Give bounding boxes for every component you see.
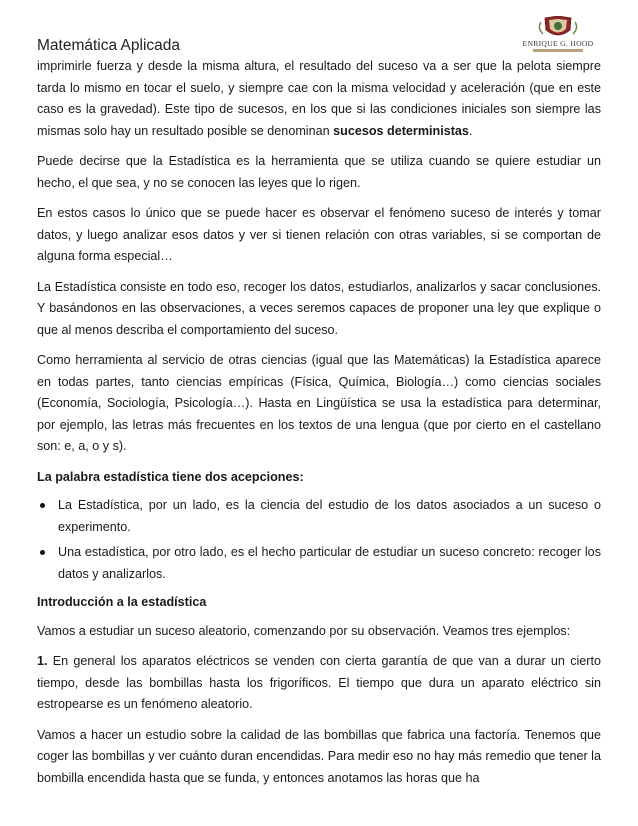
paragraph-three-examples: Vamos a estudiar un suceso aleatorio, comenzando por su observación. Veamos tres ejemplos: xyxy=(37,623,571,638)
acepciones-list xyxy=(37,495,601,585)
paragraph-deterministic xyxy=(37,56,601,142)
logo-text: ENRIQUE G. HOOD xyxy=(522,39,594,48)
logo-ribbon xyxy=(533,49,583,52)
list-item xyxy=(37,495,601,538)
paragraph-observe: En estos casos lo único que se puede hacer es observar el fenómeno suceso de interés y tomar datos, y luego analizar esos datos y ver si tienen relación con otras variables, si se comportan de alguna forma especial… xyxy=(37,206,601,263)
paragraph-conclusions: La Estadística consiste en todo eso, recoger los datos, estudiarlos, analizarlos y sacar conclusiones. Y basándonos en las observaciones, a veces seremos capaces de proponer una ley que explique o que al menos describa el comportamiento del suceso. xyxy=(37,279,601,337)
heading-acepciones: La palabra estadística tiene dos acepciones: xyxy=(37,469,304,484)
bullet-icon xyxy=(40,550,45,555)
paragraph-text: En general los aparatos eléctricos se venden con cierta garantía de que van a durar un cierto tiempo, desde las bombillas hasta los frigoríficos. El tiempo que dura un aparato eléctrico sin estropearse es un fenómeno aleatorio. xyxy=(37,654,601,711)
shield-icon xyxy=(515,16,601,40)
paragraph-example-1 xyxy=(37,651,601,716)
header-title: Matemática Aplicada xyxy=(37,37,181,54)
bold-term: sucesos deterministas xyxy=(333,123,469,138)
list-item-text: La Estadística, por un lado, es la ciencia del estudio de los datos asociados a un suceso o experimento. xyxy=(58,498,601,534)
list-item xyxy=(37,542,601,585)
example-number: 1. xyxy=(37,654,48,668)
document-body xyxy=(37,56,601,798)
list-item-text: Una estadística, por otro lado, es el hecho particular de estudiar un suceso concreto: recoger los datos y analizarlos. xyxy=(58,545,601,581)
heading-introduccion: Introducción a la estadística xyxy=(37,595,207,609)
paragraph-sciences: Como herramienta al servicio de otras ciencias (igual que las Matemáticas) la Estadística aparece en todas partes, tanto ciencias empíricas (Física, Química, Biología…) como ciencias sociales (Economía, Sociología, Psicología…). Hasta en Lingüística se usa la estadística para determinar, por ejemplo, las letras más frecuentes en los textos de una lengua (que por cierto en el castellano son: e, a, o y s). xyxy=(37,353,601,453)
bullet-icon xyxy=(40,503,45,508)
paragraph-end: . xyxy=(468,123,473,138)
paragraph-text: imprimirle fuerza y desde la misma altura, el resultado del suceso va a ser que la pelota siempre tarda lo mismo en tocar el suelo, y siempre cae con la misma velocidad y aceleración (que en este caso es la gravedad). Este tipo de sucesos, en los que si las condiciones iniciales son siempre las mismas solo hay un resultado posible se denominan xyxy=(37,59,601,138)
paragraph-statistics-tool: Puede decirse que la Estadística es la herramienta que se utiliza cuando se quiere estudiar un hecho, el que sea, y no se conocen las leyes que lo rigen. xyxy=(37,154,601,190)
paragraph-bulbs: Vamos a hacer un estudio sobre la calidad de las bombillas que fabrica una factoría. Tenemos que coger las bombillas y ver cuánto duran encendidas. Para medir eso no hay más remedio que tener la bombilla encendida hasta que se funda, y entonces anotamos las horas que ha xyxy=(37,727,601,785)
